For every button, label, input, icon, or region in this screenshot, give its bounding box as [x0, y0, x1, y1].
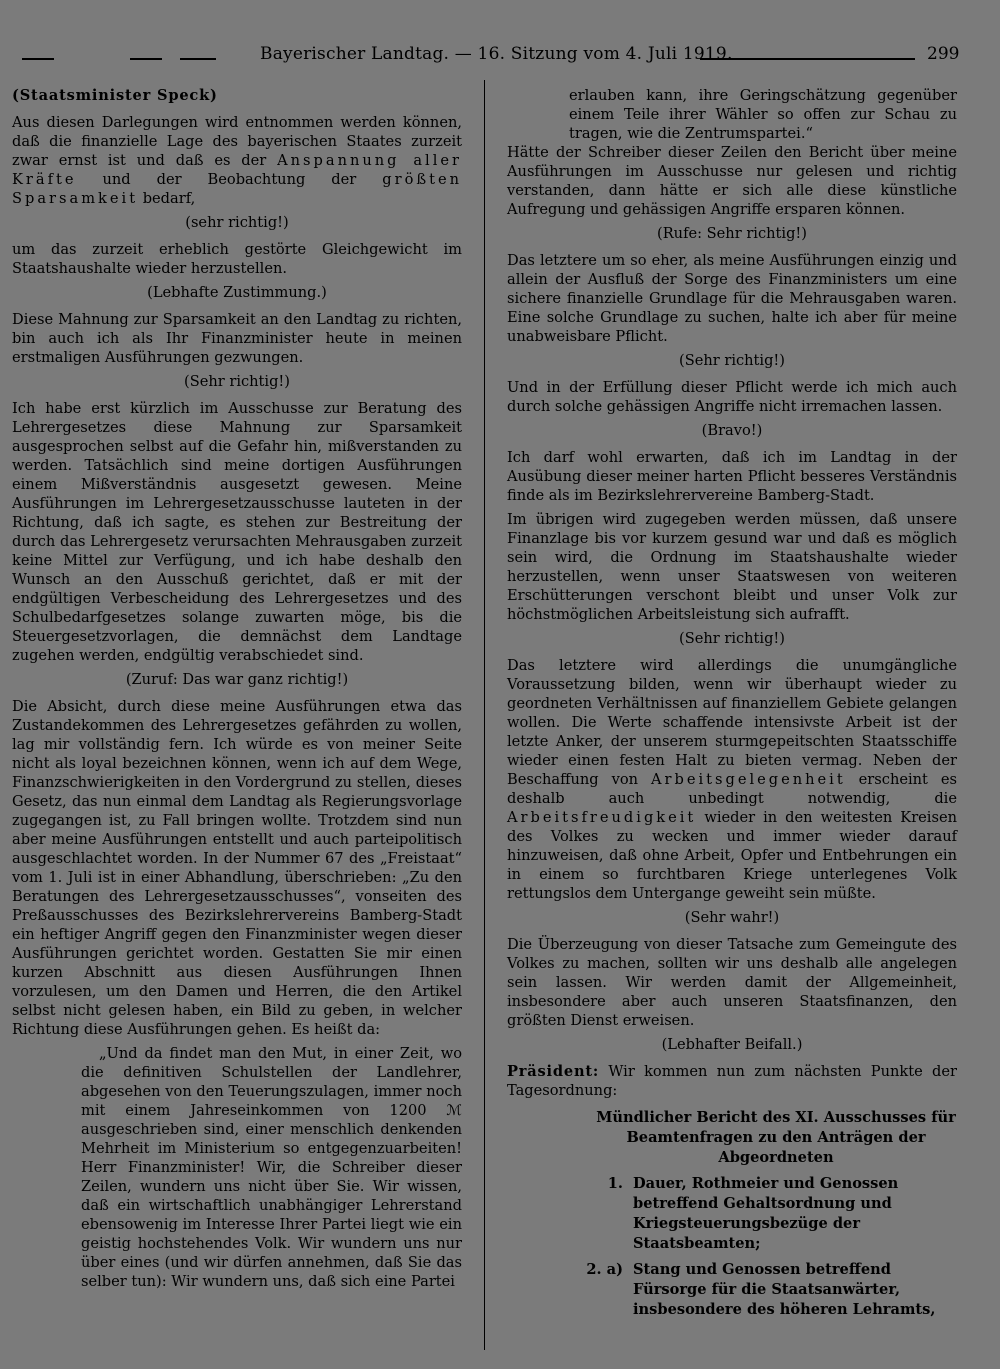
agenda-heading: Mündlicher Bericht des XI. Ausschusses für Beamtenfragen zu den Anträgen der Abgeordneten — [596, 1109, 956, 1166]
agenda-item-number: 1. — [607, 1175, 623, 1192]
emphasis-spaced: Arbeitsfreudigkeit — [507, 809, 697, 826]
paragraph: Die Überzeugung von dieser Tatsache zum Gemeingute des Volkes zu machen, sollten wir uns deshalb alle angelegen sein lassen. Wir werden damit der Allgemeinheit, insbesondere aber auch unseren Staatsfinanzen, den größten Dienst erweisen. — [507, 936, 957, 1029]
emphasis-spaced: größten Sparsamkeit — [12, 171, 463, 207]
paragraph: um das zurzeit erheblich gestörte Gleichgewicht im Staatshaushalte wieder herzustellen. — [12, 241, 462, 277]
interjection: (Bravo!) — [701, 422, 763, 439]
paragraph: Ich habe erst kürzlich im Ausschusse zur Beratung des Lehrergesetzes diese Mahnung zur Sparsamkeit ausgesprochen selbst auf die Gefahr hin, mißverstanden zu werden. Tatsächlich sind meine dortigen Ausführungen einem Mißverständnis ausgesetzt gewesen. Meine Ausführungen im Lehrergesetzausschusse lauteten in der Richtung, daß ich sagte, es stehen zur Bestreitung der durch das Lehrergesetz verursachten Mehrausgaben zurzeit keine Mittel zur Verfügung, und ich habe deshalb den Wunsch an den Ausschuß gerichtet, daß er mit der endgültigen Verbescheidung des Lehrergesetzes und des Schulbedarfgesetzes solange zuwarten möge, bis die Steuergesetzvorlagen, die demnächst dem Landtage zugehen werden, endgültig verabschiedet sind. — [12, 400, 462, 664]
column-divider — [484, 80, 485, 1350]
agenda-item-number: 2. a) — [586, 1261, 623, 1278]
header-rule — [180, 58, 216, 60]
interjection: (Lebhafte Zustimmung.) — [147, 284, 327, 301]
interjection: (sehr richtig!) — [185, 214, 289, 231]
interjection: (Sehr richtig!) — [679, 352, 785, 369]
right-column — [507, 86, 957, 1326]
interjection: (Sehr richtig!) — [184, 373, 290, 390]
interjection: (Zuruf: Das war ganz richtig!) — [125, 671, 349, 688]
paragraph: Diese Mahnung zur Sparsamkeit an den Landtag zu richten, bin auch ich als Ihr Finanzminister heute in meinen erstmaligen Ausführungen gezwungen. — [12, 311, 462, 366]
paragraph: Ich darf wohl erwarten, daß ich im Landtag in der Ausübung dieser meiner harten Pflicht besseres Verständnis finde als im Bezirkslehrervereine Bamberg-Stadt. — [507, 449, 957, 504]
interjection: (Lebhafter Beifall.) — [661, 1036, 803, 1053]
agenda-item — [507, 1260, 957, 1320]
paragraph: Und in der Erfüllung dieser Pflicht werde ich mich auch durch solche gehässigen Angriffe nicht irremachen lassen. — [507, 379, 957, 415]
interjection: (Sehr wahr!) — [684, 909, 780, 926]
interjection: (Rufe: Sehr richtig!) — [657, 225, 807, 242]
paragraph: Im übrigen wird zugegeben werden müssen, daß unsere Finanzlage bis vor kurzem gesund war und daß es möglich sein wird, die Ordnung im Staatshaushalte wieder herzustellen, wenn unser Staatswesen von weiteren Erschütterungen verschont bleibt und unser Volk zur höchstmöglichen Arbeitsleistung sich aufrafft. — [507, 511, 957, 623]
block-quote-continuation: erlauben kann, ihre Geringschätzung gegenüber einem Teile ihrer Wähler so offen zur Schau zu tragen, wie die Zentrumspartei.“ — [569, 87, 957, 142]
paragraph: Aus diesen Darlegungen wird entnommen werden können, daß die finanzielle Lage des bayerischen Staates zurzeit zwar ernst ist und daß es der Anspannung aller Kräfte und der Beobachtung der größten Sparsamkeit bedarf, — [12, 114, 463, 207]
block-quote: „Und da findet man den Mut, in einer Zeit, wo die definitiven Schulstellen der Landlehrer, abgesehen von den Teuerungszulagen, immer noch mit einem Jahreseinkommen von 1200 ℳ ausgeschrieben sind, einer menschlich denkenden Mehrheit im Ministerium so entgegenzuarbeiten! Herr Finanzminister! Wir, die Schreiber dieser Zeilen, wundern uns nicht über Sie. Wir wissen, daß ein wirtschaftlich unabhängiger Lehrerstand ebensowenig im Interesse Ihrer Partei liegt wie ein geistig hochstehendes Volk. Wir wundern uns nur über eines (und wir dürfen annehmen, daß Sie das selber tun): Wir wundern uns, daß sich eine Partei — [81, 1045, 462, 1290]
president-label: Präsident: — [507, 1063, 600, 1080]
header-rule — [22, 58, 54, 60]
president-statement: Präsident: Wir kommen nun zum nächsten Punkte der Tagesordnung: — [507, 1063, 957, 1099]
emphasis-spaced: Arbeitsgelegenheit — [650, 771, 846, 788]
page-number: 299 — [927, 44, 960, 64]
header-rule — [130, 58, 162, 60]
agenda-item-text: Dauer, Rothmeier und Genossen betreffend Gehaltsordnung und Kriegsteuerungsbezüge der Staatsbeamten; — [633, 1175, 899, 1252]
paragraph: Das letztere wird allerdings die unumgängliche Voraussetzung bilden, wenn wir überhaupt wieder zu geordneten Verhältnissen auf finanziellem Gebiete gelangen wollen. Die Werte schaffende intensivste Arbeit ist der letzte Anker, der unserem sturmgepeitschten Staatsschiffe wieder einen festen Halt zu bieten vermag. Neben der Beschaffung von Arbeitsgelegenheit erscheint es deshalb auch unbedingt notwendig, die Arbeitsfreudigkeit wieder in den weitesten Kreisen des Volkes zu wecken und immer wieder darauf hinzuweisen, daß ohne Arbeit, Opfer und Entbehrungen ein in einem so furchtbaren Kriege unterlegenes Volk rettungslos dem Untergange geweiht sein müßte. — [507, 657, 957, 902]
left-column — [12, 86, 462, 1291]
paragraph: Die Absicht, durch diese meine Ausführungen etwa das Zustandekommen des Lehrergesetzes gefährden zu wollen, lag mir vollständig fern. Ich würde es von meiner Seite nicht als loyal bezeichnen können, wenn ich auf dem Wege, Finanzschwierigkeiten in den Vordergrund zu stellen, dieses Gesetz, das nun einmal dem Landtag als Regierungsvorlage zugegangen ist, zu Fall bringen wollte. Trotzdem sind nun aber meine Ausführungen entstellt und auch parteipolitisch ausgeschlachtet worden. In der Nummer 67 des „Freistaat“ vom 1. Juli ist in einer Abhandlung, überschrieben: „Zu den Beratungen des Lehrergesetzausschusses“, vonseiten des Preßausschusses des Bezirkslehrervereins Bamberg-Stadt ein heftiger Angriff gegen den Finanzminister wegen dieser Ausführungen gerichtet worden. Gestatten Sie mir einen kurzen Abschnitt aus diesen Ausführungen Ihnen vorzulesen, um den Damen und Herren, die den Artikel selbst nicht gelesen haben, ein Bild zu geben, in welcher Richtung diese Ausführungen gehen. Es heißt da: — [12, 698, 462, 1038]
header-title: Bayerischer Landtag. — 16. Sitzung vom 4. Juli 1919. — [260, 44, 733, 64]
running-header — [0, 44, 1000, 68]
speaker-label: (Staatsminister Speck) — [12, 87, 218, 104]
paragraph: Hätte der Schreiber dieser Zeilen den Bericht über meine Ausführungen im Ausschusse nur gelesen und richtig verstanden, dann hätte er sich alle diese künstliche Aufregung und gehässigen Angriffe ersparen können. — [507, 144, 957, 218]
interjection: (Sehr richtig!) — [679, 630, 785, 647]
agenda-item — [507, 1174, 957, 1254]
agenda-item-text: Stang und Genossen betreffend Fürsorge für die Staatsanwärter, insbesondere des höheren Lehramts, — [633, 1261, 936, 1318]
paragraph: Das letztere um so eher, als meine Ausführungen einzig und allein der Ausfluß der Sorge des Finanzministers um eine sichere finanzielle Grundlage für die Mehrausgaben waren. Eine solche Grundlage zu suchen, halte ich aber für meine unabweisbare Pflicht. — [507, 252, 957, 345]
emphasis-spaced: Anspannung aller Kräfte — [12, 152, 462, 188]
